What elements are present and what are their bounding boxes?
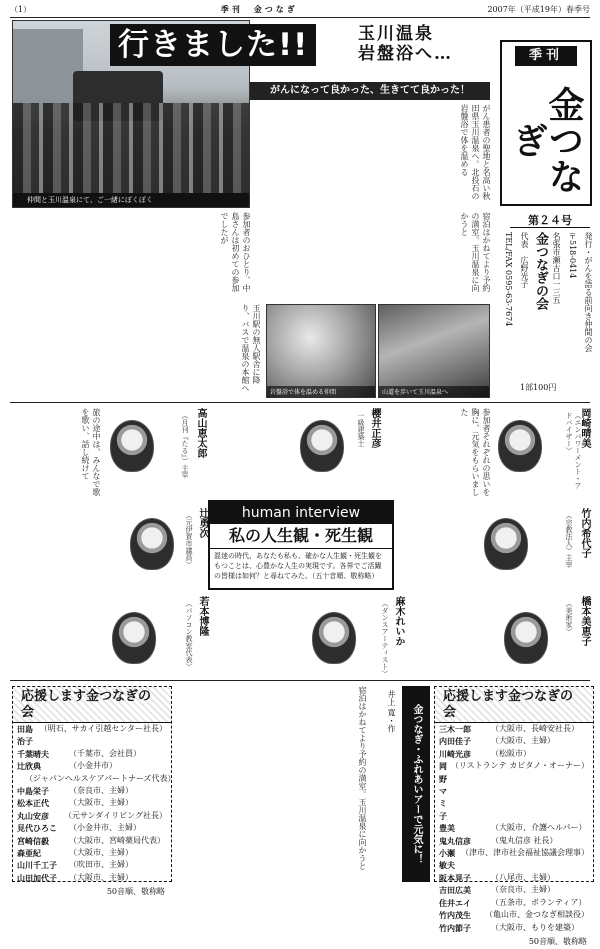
- interview-label: human interview: [210, 502, 392, 524]
- supporter-name: 住井エイ: [439, 897, 471, 908]
- interview-title: 私の人生観・死生観: [210, 524, 392, 549]
- supporter-row: [13, 797, 171, 809]
- supporter-name: 竹内節子: [439, 922, 471, 933]
- page-number: （1）: [10, 5, 32, 14]
- supporter-row: [13, 785, 171, 797]
- article-col-a: がん患者の聖地と名高い秋田県玉川温泉へ。北投石の岩盤浴で体を温める: [460, 104, 491, 200]
- supporter-affiliation: （津市、津市社会福祉協議会理事）: [461, 848, 589, 858]
- person-name-5: 竹内希代子: [579, 508, 590, 558]
- person-name-4: 辻勇次: [197, 508, 208, 538]
- portrait-okazaki: [498, 420, 542, 472]
- supporter-affiliation: （小金井市、主婦）: [69, 823, 141, 833]
- supporter-row: [13, 847, 171, 859]
- supporter-name: 鬼丸信彦: [439, 835, 471, 846]
- supporter-affiliation: （大阪市、長崎安社長）: [491, 724, 579, 733]
- article-col-b: 参加者のおひとり、中島さんは初めての参加でしたが: [220, 212, 251, 292]
- publisher-postcode: 〒518-0414: [568, 232, 577, 279]
- supporter-affiliation: （大阪市、主婦）: [69, 798, 133, 808]
- person-role-4: （元伊賀市議員）: [185, 512, 193, 568]
- paper-title: 季刊 金つなぎ: [220, 5, 298, 14]
- supporter-affiliation: （明石、サカイ引越センター社長）: [39, 724, 167, 733]
- portrait-wakamoto: [112, 612, 156, 664]
- supporter-affiliation: （吹田市、主婦）: [69, 860, 133, 870]
- person-name-8: 橋本美恵子: [579, 596, 590, 646]
- interview-text-1: 旅の途中は、みんなで歌を歌い、話し続けて: [81, 408, 101, 496]
- bottom-article: 宿泊はかねてより予約の満室。玉川温泉に向かうと: [358, 686, 367, 870]
- publisher-rep: 代表 広野光子: [520, 232, 529, 288]
- place-line2: 岩盤浴へ…: [358, 44, 453, 64]
- supporter-row: [13, 773, 176, 785]
- supporter-row: [13, 723, 171, 748]
- supporter-name: 小瀬敏夫: [439, 848, 455, 871]
- place-title: [358, 24, 453, 64]
- fureai-subtitle: 井上 寛・作: [387, 690, 396, 733]
- portrait-asagi: [312, 612, 356, 664]
- support-note-left: 50音順、敬称略: [106, 887, 165, 897]
- supporter-name: 豊美: [439, 823, 455, 834]
- supporter-row: [435, 723, 593, 735]
- supporter-affiliation: （鬼丸信彦 社長）: [491, 835, 558, 845]
- person-name-3: 岡崎晴美: [579, 408, 590, 448]
- publisher-info: [496, 232, 594, 382]
- onsen-photo-1: [266, 304, 376, 398]
- supporter-affiliation: （小金井市）: [69, 761, 117, 771]
- supporter-row: [435, 760, 593, 822]
- support-banner-right: 応援します金つなぎの会: [435, 687, 593, 723]
- interview-title-box: [208, 500, 394, 590]
- supporter-affiliation: （大阪市、もりを建築）: [491, 922, 579, 932]
- supporter-row: [435, 922, 593, 934]
- onsen-photo-2: [378, 304, 490, 398]
- supporter-name: 山川千工子: [17, 860, 57, 871]
- person-role-2: 一級建築士: [357, 412, 365, 447]
- person-role-3: （エンパワーメント・アドバイザー）: [565, 412, 582, 489]
- supporter-row: [435, 872, 593, 884]
- person-role-8: （美術家）: [565, 600, 573, 635]
- portrait-takeuchi: [484, 518, 528, 570]
- supporter-row: [435, 748, 593, 760]
- publisher-org: 金つなぎの会: [533, 232, 548, 310]
- supporter-affiliation: （大阪市、主婦）: [69, 848, 133, 858]
- portrait-tsuji: [130, 518, 174, 570]
- supporter-name: 森亜紀: [17, 848, 41, 859]
- portrait-takayama: [110, 420, 154, 472]
- person-role-1: （月刊『たる』）主宰: [181, 412, 189, 479]
- headline-block: [110, 24, 490, 68]
- portrait-sakurai: [300, 420, 344, 472]
- person-name-6: 若本博隆: [197, 596, 208, 636]
- supporter-name: 丸山安彦: [17, 810, 49, 821]
- fureai-title: 金つなぎ・ふれあいアーで元気に！: [402, 686, 430, 882]
- supporter-row: [13, 822, 171, 834]
- place-line1: 玉川温泉: [358, 24, 434, 44]
- publisher-address: 名張市瀬古口一三五: [552, 232, 561, 304]
- section-divider-1: [10, 402, 590, 403]
- masthead-title: 金つなぎ: [507, 86, 585, 194]
- supporter-affiliation: （大阪市、介護ヘルパー）: [491, 823, 587, 833]
- interview-lead: 混迷の時代、あなたも私も、確かな人生観・死生観をもつことは、心豊かな人生の実現です。各界でご活躍の皆様は如何？と尋ねてみた。（五十音順、敬称略）: [214, 552, 382, 580]
- supporter-name: 田島治子: [17, 724, 33, 747]
- supporter-name: 内田佳子: [439, 736, 471, 747]
- supporter-affiliation: （奈良市、主婦）: [491, 885, 555, 895]
- support-list-left: [13, 723, 176, 884]
- supporter-name: 千葉晴夫: [17, 748, 49, 759]
- portrait-hashimoto: [504, 612, 548, 664]
- supporter-affiliation: （亀山市、金つなぎ相談役）: [485, 910, 589, 920]
- article-col-c: 宿泊はかねてより予約の満室。玉川温泉に向かうと: [460, 212, 491, 292]
- page-header: [10, 4, 590, 18]
- supporter-affiliation: （元サンダイリビング社長）: [64, 810, 167, 820]
- supporter-affiliation: （五条市、ボランティア）: [491, 897, 587, 907]
- supporter-name: 山田加代子: [17, 872, 57, 883]
- supporter-affiliation: （八尾市、主婦）: [491, 872, 555, 882]
- supporter-affiliation: （松阪市）: [491, 748, 531, 758]
- people-group: [13, 103, 249, 193]
- person-role-5: （宗教法人）主宰: [565, 512, 573, 568]
- subhead-banner: がんになって良かった、生きてて良かった！: [250, 82, 490, 100]
- supporter-row: [435, 909, 593, 921]
- supporter-row: [13, 760, 171, 772]
- supporter-row: [13, 835, 171, 847]
- person-role-7: （ダンスアーティスト）: [381, 600, 389, 677]
- supporter-row: [435, 847, 593, 872]
- issue-date: 2007年（平成19年）春季号: [487, 5, 590, 14]
- supporter-row: [435, 884, 593, 896]
- supporter-name: 竹内茂生: [439, 910, 471, 921]
- price: 1部100円: [520, 383, 557, 392]
- supporter-row: [13, 810, 171, 822]
- supporter-row: [435, 822, 593, 834]
- supporter-affiliation: （リストランテ カピタノ・オーナー）: [450, 761, 589, 771]
- onsen-photo-2-caption: 山道を歩いて玉川温泉へ: [379, 386, 489, 397]
- supporter-row: [13, 748, 171, 760]
- onsen-photo-1-caption: 岩盤浴で体を温める仲間: [267, 386, 375, 397]
- supporter-name: 岡野マミ子: [439, 761, 447, 821]
- supporter-name: 辻欣典: [17, 761, 41, 772]
- section-divider-2: [10, 680, 590, 681]
- supporter-affiliation: （大阪市、主婦）: [69, 872, 133, 882]
- support-box-left: [12, 686, 176, 897]
- supporter-name: 川崎光彦: [439, 748, 471, 759]
- supporter-name: 阪本晃子: [439, 872, 471, 883]
- support-list-right: [435, 723, 593, 934]
- supporter-row: [435, 735, 593, 747]
- headline: 行きました!!: [110, 24, 316, 66]
- photo-caption: 仲間と玉川温泉にて、ご一緒にぽくぽく: [13, 193, 249, 207]
- supporter-name: 宮崎信毅: [17, 835, 49, 846]
- publisher-tel: TEL/FAX 0595-63-7674: [504, 232, 513, 327]
- supporter-affiliation: （大阪市、主婦）: [491, 736, 555, 746]
- supporter-name: 中島栄子: [17, 786, 49, 797]
- issue-number: 第２４号: [510, 212, 590, 228]
- supporter-affiliation: （奈良市、主婦）: [69, 786, 133, 796]
- support-note-right: 50音順、敬称略: [528, 936, 587, 946]
- supporter-row: [13, 872, 171, 884]
- supporter-name: [17, 773, 25, 785]
- person-name-1: 高山恵太郎: [195, 408, 206, 458]
- person-name-7: 麻木れいか: [393, 596, 404, 646]
- masthead: [500, 40, 592, 206]
- supporter-name: 三木一郎: [439, 724, 471, 734]
- person-name-2: 櫻井正彦: [369, 408, 380, 448]
- supporter-row: [13, 859, 171, 871]
- supporter-affiliation: （千葉市、会社員）: [69, 748, 141, 758]
- support-banner-left: 応援します金つなぎの会: [13, 687, 171, 723]
- support-box-right: [434, 686, 594, 946]
- supporter-row: [435, 897, 593, 909]
- supporter-name: 吉田広美: [439, 885, 471, 896]
- supporter-affiliation: （大阪市、宮崎薬局代表）: [69, 835, 165, 845]
- supporter-affiliation: （ジャパンヘルスケアパートナーズ代表）: [25, 773, 176, 783]
- kikan-label: 季刊: [515, 46, 577, 66]
- publisher-tagline: 発行・がんを語る前向き仲間の会: [584, 232, 593, 352]
- supporter-name: 松本正代: [17, 798, 49, 809]
- person-role-6: （パソコン教室代表）: [185, 600, 193, 670]
- article-col-d: 玉川駅の無人駅舎に降り、バスで温泉の本館へ: [241, 304, 261, 392]
- interview-text-2: 参加者それぞれの思いを胸に、元気をもらいました: [460, 408, 491, 496]
- supporter-name: 見代ひろこ: [17, 823, 57, 834]
- supporter-row: [435, 835, 593, 847]
